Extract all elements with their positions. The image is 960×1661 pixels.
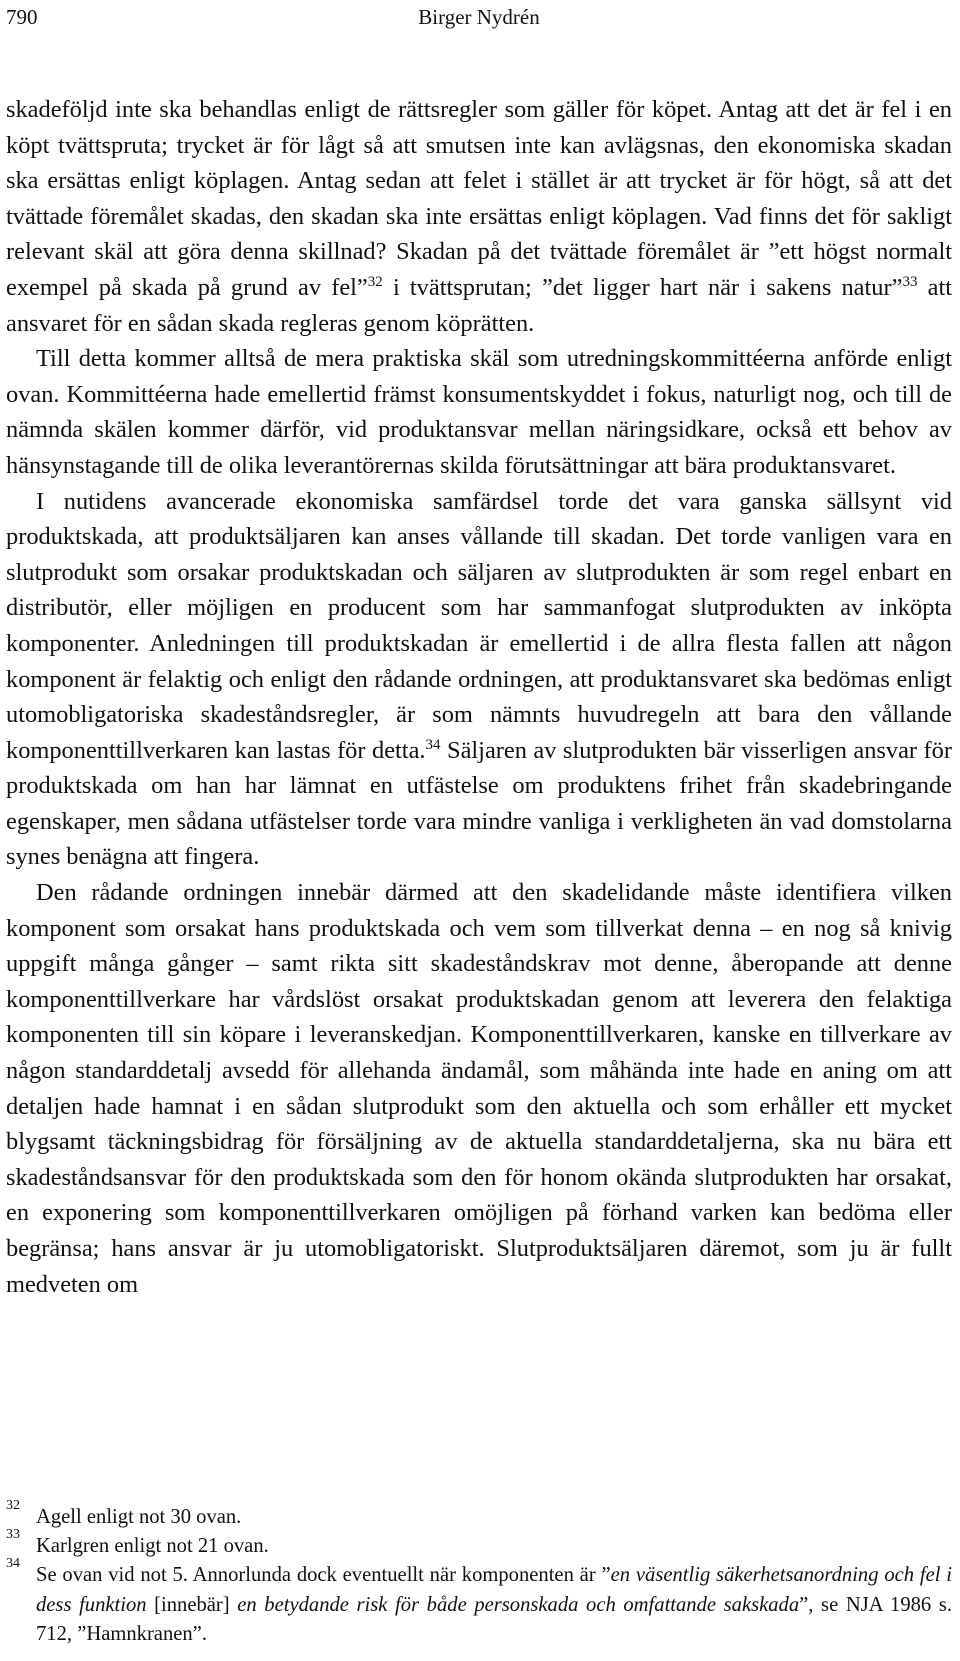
footnote-number: 34 <box>6 1556 20 1572</box>
footnote-ref-34: 34 <box>425 736 441 753</box>
footnote-ref-33: 33 <box>902 273 918 290</box>
paragraph-2 <box>6 341 952 483</box>
footnote-quote-italic-a: en väsentlig säkerhetsanordning och fel i dess funktion <box>36 1564 952 1616</box>
footnote-quote-italic-b: en betydande risk för både personskada och omfattande sakskada <box>237 1593 800 1616</box>
page-number: 790 <box>6 5 38 29</box>
footnote-text-b: [innebär] <box>146 1593 238 1616</box>
footnotes <box>6 1498 953 1649</box>
paragraph-1-text-c: att ansvaret för en sådan skada regleras genom köprätten. <box>6 273 952 337</box>
footnote-number: 33 <box>6 1527 20 1543</box>
paragraph-3-text-a: I nutidens avancerade ekonomiska samfärdsel torde det vara ganska sällsynt vid produktskada, att produktsäljaren kan anses vållande till skadan. Det torde vanligen vara en slutprodukt som orsakar produktskadan och säljaren av slutprodukten är som regel enbart en distributör, eller möjligen en producent som har sammanfogat slutprodukten av inköpta komponenter. Anledningen till produktskadan är emellertid i de allra flesta fallen att någon komponent är felaktig och enligt den rådande ordningen, att produktansvaret ska bedömas enligt utomobligatoriska skadeståndsregler, är som nämnts huvudregeln att bara den vållande komponenttillverkaren kan lastas för detta. <box>6 487 952 764</box>
paragraph-4 <box>6 875 952 1302</box>
footnote-text: Karlgren enligt not 21 ovan. <box>36 1535 269 1558</box>
footnote-text-a: Se ovan vid not 5. Annorlunda dock eventuellt när komponenten är ” <box>36 1564 611 1587</box>
paragraph-4-text: Den rådande ordningen innebär därmed att den skadelidande måste identifiera vilken komponent som orsakat hans produktskada och vem som tillverkat denna – en nog så knivig uppgift många gånger – samt rikta sitt skadeståndskrav mot denne, åberopande att denne komponenttillverkare har vårdslöst orsakat produktskadan genom att leverera den felaktiga komponenten till sin köpare i leveranskedjan. Komponenttillverkaren, kanske en tillverkare av någon standarddetalj avsedd för allehanda ändamål, som måhända inte hade en aning om att detaljen hade hamnat i en sådan slutprodukt som den aktuella och som erhåller ett mycket blygsamt täckningsbidrag för försäljning av de aktuella standarddetaljerna, ska nu bära ett skadeståndsansvar för den produktskada som den för honom okända slutprodukten har orsakat, en exponering som komponenttillverkaren omöjligen på förhand varken kan bedöma eller begränsa; hans ansvar är ju utomobligatoriskt. Slutproduktsäljaren däremot, som ju är fullt medveten om <box>6 879 952 1298</box>
paragraph-3 <box>6 484 952 876</box>
body-text <box>6 92 952 1302</box>
footnote-ref-32: 32 <box>367 273 383 290</box>
footnote-text: Agell enligt not 30 ovan. <box>36 1506 242 1528</box>
footnote-34 <box>6 1556 953 1649</box>
footnote-text-c: ”, se NJA 1986 s. 712, ”Hamnkranen”. <box>36 1593 953 1645</box>
page-header <box>6 2 952 32</box>
paragraph-2-text: Till detta kommer alltså de mera praktiska skäl som utredningskommittéerna anförde enligt ovan. Kommittéerna hade emellertid främst konsumentskyddet i fokus, naturligt nog, och till de nämnda skälen kommer därför, vid produktansvar mellan näringsidkare, också ett behov av hänsynstagande till de olika leverantörernas skilda förutsättningar att bära produktansvaret. <box>6 345 952 479</box>
paragraph-1-text-a: skadeföljd inte ska behandlas enligt de rättsregler som gäller för köpet. Antag att det är fel i en köpt tvättspruta; trycket är för lågt så att smutsen inte kan avlägsnas, den ekonomiska skadan ska ersättas enligt köplagen. Antag sedan att felet i stället är att trycket är för högt, så att det tvättade föremålet skadas, den skadan ska inte ersättas enligt köplagen. Vad finns det för sakligt relevant skäl att göra denna skillnad? Skadan på det tvättade föremålet är ”ett högst normalt exempel på skada på grund av fel” <box>6 96 952 301</box>
footnote-32 <box>6 1498 952 1532</box>
footnote-33 <box>6 1527 952 1561</box>
paragraph-1-text-b: i tvättsprutan; ”det ligger hart när i sakens natur” <box>382 273 903 301</box>
paragraph-3-text-b: Säljaren av slutprodukten bär visserligen ansvar för produktskada om han har lämnat en utfästelse om produktens frihet från skadebringande egenskaper, men sådana utfästelser torde vara mindre vanliga i verkligheten än vad domstolarna synes benägna att fingera. <box>6 736 952 871</box>
running-head: Birger Nydrén <box>418 5 540 29</box>
footnote-number: 32 <box>6 1498 20 1513</box>
paragraph-1 <box>6 92 952 341</box>
